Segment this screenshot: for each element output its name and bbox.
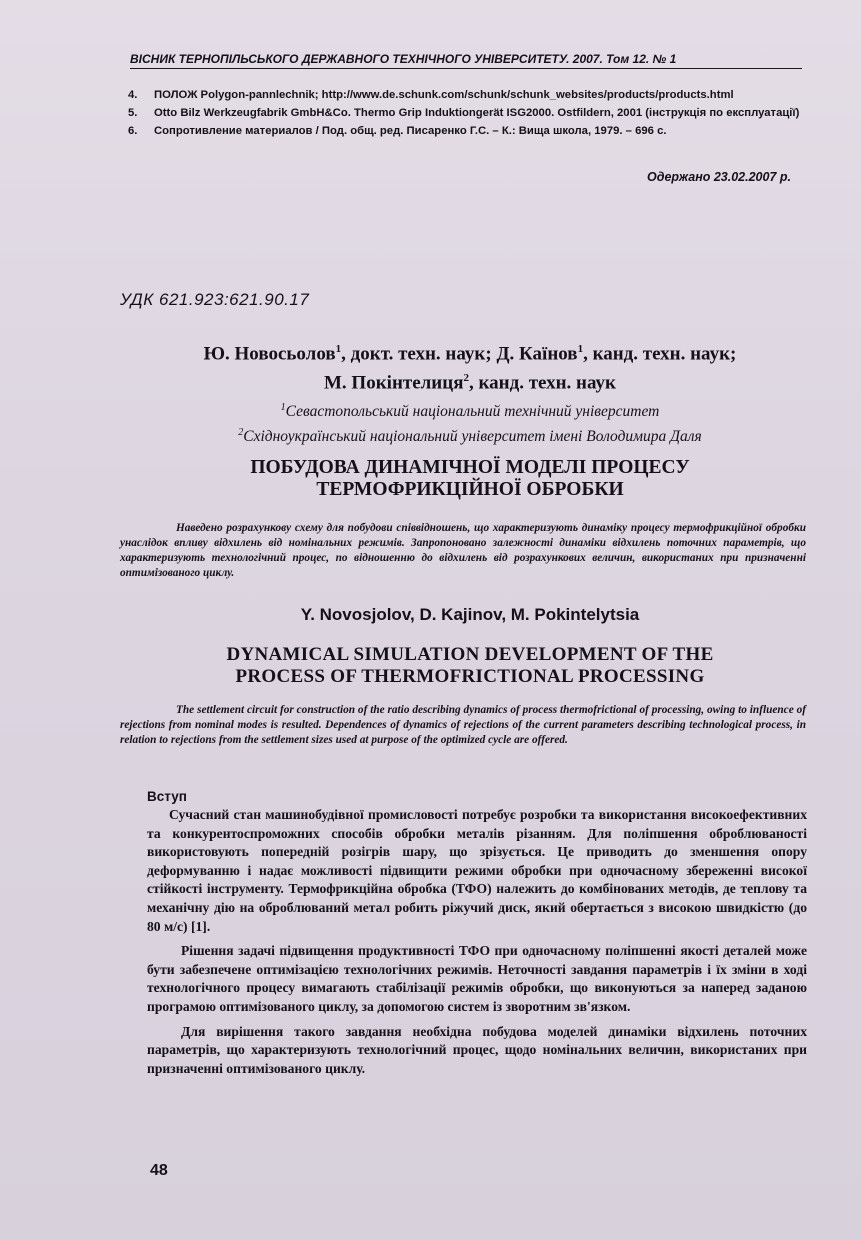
paragraph: Рішення задачі підвищення продуктивності ТФО при одночасному поліпшенні якості деталей може бути забезпечене оптимізацією технологічних режимів. Неточності завдання параметрів і їх зміни в ході технологічного процесу вимагають стабілізації режимів обробки, що виконуються за наперед заданою програмою оптимізованого циклу, за допомогою систем із зворотним зв'язком.	[147, 943, 807, 1014]
udc-code: УДК 621.923:621.90.17	[120, 290, 310, 309]
affiliation	[130, 422, 810, 447]
affiliation-marker: 1	[280, 402, 286, 413]
reference-item	[128, 106, 808, 120]
article-title-english	[130, 644, 810, 688]
running-header: ВІСНИК ТЕРНОПІЛЬСЬКОГО ДЕРЖАВНОГО ТЕХНІЧНОГО УНІВЕРСИТЕТУ. 2007. Том 12. № 1	[130, 52, 802, 69]
authors-english: Y. Novosjolov, D. Kajinov, M. Pokintelytsia	[300, 605, 640, 624]
abstract-ukrainian: Наведено розрахункову схему для побудови співвідношень, що характеризують динаміку процесу термофрикційної обробки унаслідок впливу відхилень від номінальних режимів. Запропоновано залежності динаміки відхилень поточних параметрів, що характеризують технологічний процес, по відношенню до відхилень від розрахункових величин, використаних при призначенні оптимізованого циклу.	[120, 522, 806, 579]
affiliation-marker: 2	[238, 427, 244, 439]
affiliation	[130, 397, 810, 422]
reference-text: ПОЛОЖ Polygon-pannlechnik; http://www.de.schunk.com/schunk/schunk_websites/products/products.html	[154, 89, 734, 101]
author-name: М. Покінтелиця	[324, 372, 464, 394]
title-line: ТЕРМОФРИКЦІЙНОЇ ОБРОБКИ	[316, 479, 624, 500]
reference-number: 4.	[128, 89, 138, 101]
page-number: 48	[150, 1162, 168, 1179]
affiliation-marker: 2	[463, 372, 469, 385]
section-heading: Вступ	[147, 789, 187, 804]
affiliation-text: Севастопольський національний технічний університет	[285, 403, 660, 421]
title-line: ПОБУДОВА ДИНАМІЧНОЇ МОДЕЛІ ПРОЦЕСУ	[250, 457, 690, 478]
author-name: Ю. Новосьолов	[203, 343, 336, 365]
reference-item	[128, 124, 808, 138]
paragraph: Для вирішення такого завдання необхідна побудова моделей динаміки відхилень поточних параметрів, що характеризують технологічний процес, щодо номінальних величин, використаних при призначенні оптимізованого циклу.	[147, 1023, 807, 1076]
authors-ukrainian	[130, 337, 810, 396]
reference-number: 5.	[128, 107, 138, 119]
received-date: Одержано 23.02.2007 р.	[647, 170, 791, 184]
author-degree: , канд. техн. наук	[469, 372, 616, 394]
reference-text: Otto Bilz Werkzeugfabrik GmbH&Co. Thermo Grip Induktiongerät ISG2000. Ostfildern, 2001 (інструкція по експлуатації)	[154, 107, 800, 119]
paragraph: Сучасний стан машинобудівної промисловості потребує розробки та використання високоефективних та конкурентоспроможних способів обробки металів різанням. Для поліпшення оброблюваності використовують попередній розігрів шару, що зрізується. Це приводить до зменшення опору деформуванню і надає можливості підвищити режими обробки при одночасному збереженні високої стійкості інструменту. Термофрикційна обробка (ТФО) належить до комбінованих методів, де теплову та механічну дію на оброблюваний метал робить ріжучий диск, який обертається з високою швидкістю (до 80 м/с) [1].	[147, 807, 807, 934]
title-line: PROCESS OF THERMOFRICTIONAL PROCESSING	[235, 666, 705, 687]
article-title-ukrainian	[130, 457, 810, 501]
author-name: , докт. техн. наук; Д. Каїнов	[341, 343, 578, 365]
authors-line-2	[130, 366, 810, 395]
abstract-english: The settlement circuit for construction of the ratio describing dynamics of process thermofrictional of processing, owing to influence of rejections from nominal modes is resulted. Dependences of dynamics of rejections of the current parameters describing technological process, in relation to rejections from the settlement sizes used at purpose of the optimized cycle are offered.	[120, 704, 806, 746]
body-text	[147, 806, 807, 1084]
title-line: DYNAMICAL SIMULATION DEVELOPMENT OF THE	[226, 644, 714, 665]
affiliations	[130, 397, 810, 447]
affiliation-marker: 1	[577, 343, 584, 355]
reference-text: Сопротивление материалов / Под. общ. ред. Писаренко Г.С. – К.: Вища школа, 1979. – 696 с.	[154, 125, 667, 137]
reference-item	[128, 88, 808, 102]
reference-number: 6.	[128, 125, 138, 137]
reference-list	[128, 88, 808, 142]
affiliation-text: Східноукраїнський національний університет імені Володимира Даля	[243, 428, 702, 446]
authors-line-1	[130, 337, 810, 366]
affiliation-marker: 1	[335, 343, 342, 355]
author-degree: , канд. техн. наук;	[583, 343, 737, 365]
